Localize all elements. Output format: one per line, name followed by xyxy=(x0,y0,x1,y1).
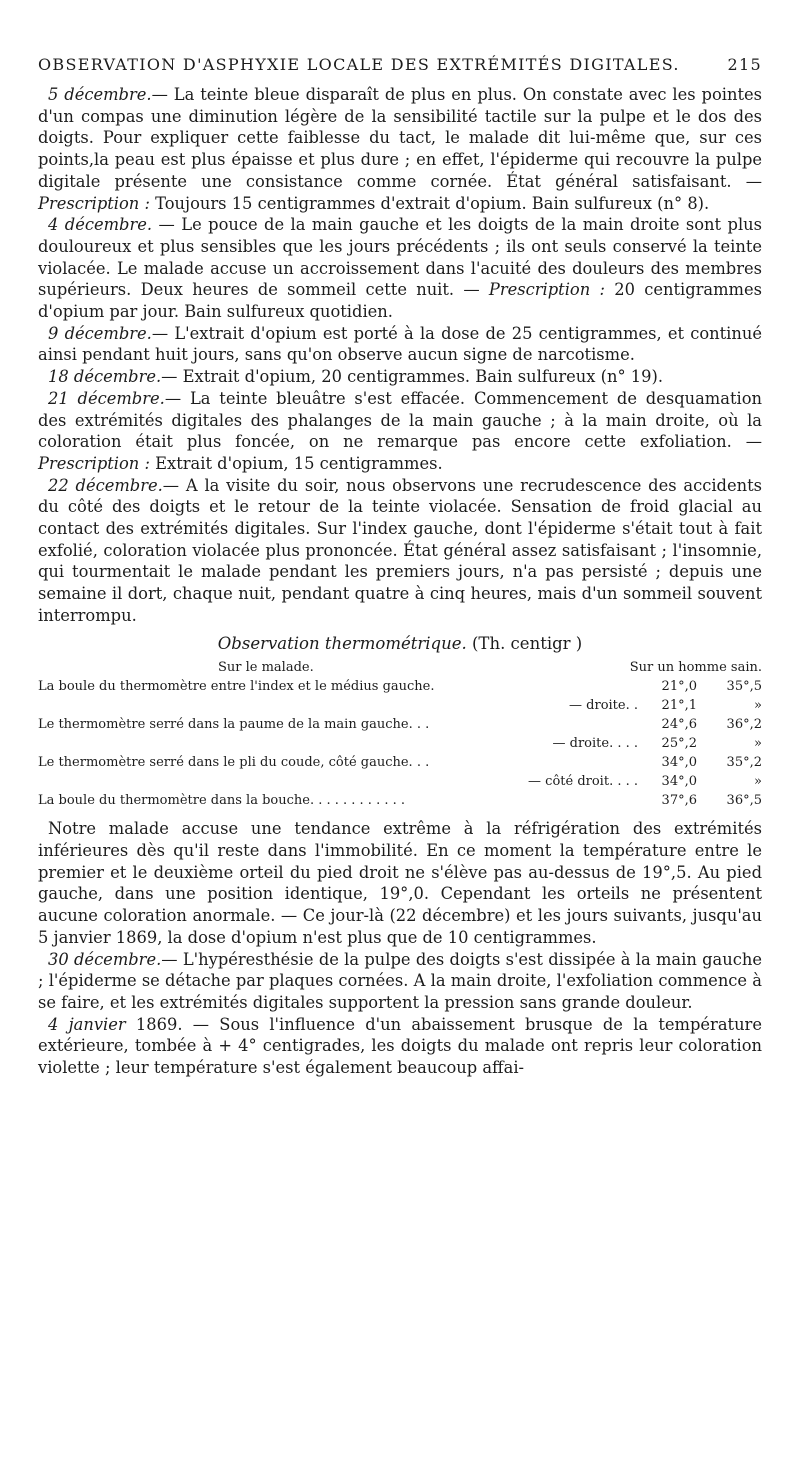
paragraph: 21 décembre.— La teinte bleuâtre s'est effacée. Commencement de desquamation des extrémités digitales des phalanges de la main gauche ; à la main droite, où la coloration était plus foncée, on ne remarque pas encore cette exfoliation. — Prescription : Extrait d'opium, 15 centigrammes. xyxy=(38,388,762,473)
paragraph: 22 décembre.— A la visite du soir, nous observons une recrudescence des accidents du côté des doigts et le retour de la teinte violacée. Sensation de froid glacial au contact des extrémités digitales. Sur l'index gauche, dont l'épiderme s'était tout à fait exfolié, coloration violacée plus prononcée. État général assez satisfaisant ; l'insomnie, qui tourmentait le malade pendant les premiers jours, n'a pas persisté ; depuis une semaine il dort, chaque nuit, pendant quatre à cinq heures, mais d'un sommeil souvent interrompu. xyxy=(38,475,762,625)
table-row: Le thermomètre serré dans le pli du coude, côté gauche. . . 34°,0 35°,2 xyxy=(38,755,762,771)
observation-title: Observation thermométrique. (Th. centigr ) xyxy=(217,633,583,653)
entry-date: 21 décembre. xyxy=(48,388,165,408)
table-row: Le thermomètre serré dans la paume de la main gauche. . . 24°,6 36°,2 xyxy=(38,717,762,733)
entry-date: 9 décembre. xyxy=(48,323,152,343)
table-row: La boule du thermomètre dans la bouche. . . . . . . . . . . . 37°,6 36°,5 xyxy=(38,793,762,809)
table-row: — côté droit. . . . 34°,0 » xyxy=(528,774,762,790)
paragraph: 4 décembre. — Le pouce de la main gauche et les doigts de la main droite sont plus douloureux et plus sensibles que les jours précédents ; ils ont seuls conservé la teinte violacée. Le malade accuse un accroissement dans l'acuité des douleurs des membres supérieurs. Deux heures de sommeil cette nuit. — Prescription : 20 centigrammes d'opium par jour. Bain sulfureux quotidien. xyxy=(38,215,762,322)
page-number: 215 xyxy=(727,55,762,74)
thermometry-table xyxy=(38,658,762,810)
entry-date: 30 décembre. xyxy=(48,949,162,969)
page-body xyxy=(38,84,762,1079)
paragraph: 9 décembre.— L'extrait d'opium est porté à la dose de 25 centigrammes, et continué ainsi pendant huit jours, sans qu'on observe aucun signe de narcotisme. xyxy=(38,323,762,365)
running-title: OBSERVATION D'ASPHYXIE LOCALE DES EXTRÉMITÉS DIGITALES. xyxy=(38,55,680,74)
paragraph: 18 décembre.— Extrait d'opium, 20 centigrammes. Bain sulfureux (n° 19). xyxy=(48,367,664,387)
table-row: — droite. . . . 25°,2 » xyxy=(552,736,762,752)
entry-date: 4 janvier xyxy=(48,1014,126,1034)
paragraph: 4 janvier 1869. — Sous l'influence d'un abaissement brusque de la température extérieure, tombée à + 4° centigrades, les doigts du malade ont repris leur coloration violette ; leur température s'est également beaucoup affai- xyxy=(38,1014,762,1078)
running-header xyxy=(38,54,762,76)
paragraph: 5 décembre.— La teinte bleue disparaît de plus en plus. On constate avec les pointes d'un compas une diminution légère de la sensibilité tactile sur la pulpe et le dos des doigts. Pour expliquer cette faiblesse du tact, le malade dit lui-même que, sur ces points,la peau est plus épaisse et plus dure ; en effet, l'épiderme qui recouvre la pulpe digitale présente une consistance comme cornée. État général satisfaisant. — Prescription : Toujours 15 centigrammes d'extrait d'opium. Bain sulfureux (n° 8). xyxy=(38,85,762,213)
entry-date: 18 décembre. xyxy=(48,367,162,387)
paragraph: 30 décembre.— L'hypéresthésie de la pulpe des doigts s'est dissipée à la main gauche ; l'épiderme se détache par plaques cornées. A la main droite, l'exfoliation commence à se faire, et les extrémités digitales supportent la pression sans grande douleur. xyxy=(38,949,762,1012)
paragraph: Notre malade accuse une tendance extrême à la réfrigération des extrémités inférieures dès qu'il reste dans l'immobilité. En ce moment la température entre le premier et le deuxième orteil du pied droit ne s'élève pas au-dessus de 19°,5. Au pied gauche, dans une position identique, 19°,0. Cependant les orteils ne présentent aucune coloration anormale. — Ce jour-là (22 décembre) et les jours suivants, jusqu'au 5 janvier 1869, la dose d'opium n'est plus que de 10 centigrammes. xyxy=(38,819,762,947)
table-header: Sur le malade. Sur un homme sain. xyxy=(218,660,762,676)
entry-date: 5 décembre. xyxy=(48,85,152,104)
entry-date: 4 décembre. xyxy=(48,215,153,235)
entry-date: 22 décembre. xyxy=(48,475,163,495)
table-row: La boule du thermomètre entre l'index et le médius gauche. 21°,0 35°,5 xyxy=(38,679,762,695)
table-row: — droite. . 21°,1 » xyxy=(569,698,762,714)
